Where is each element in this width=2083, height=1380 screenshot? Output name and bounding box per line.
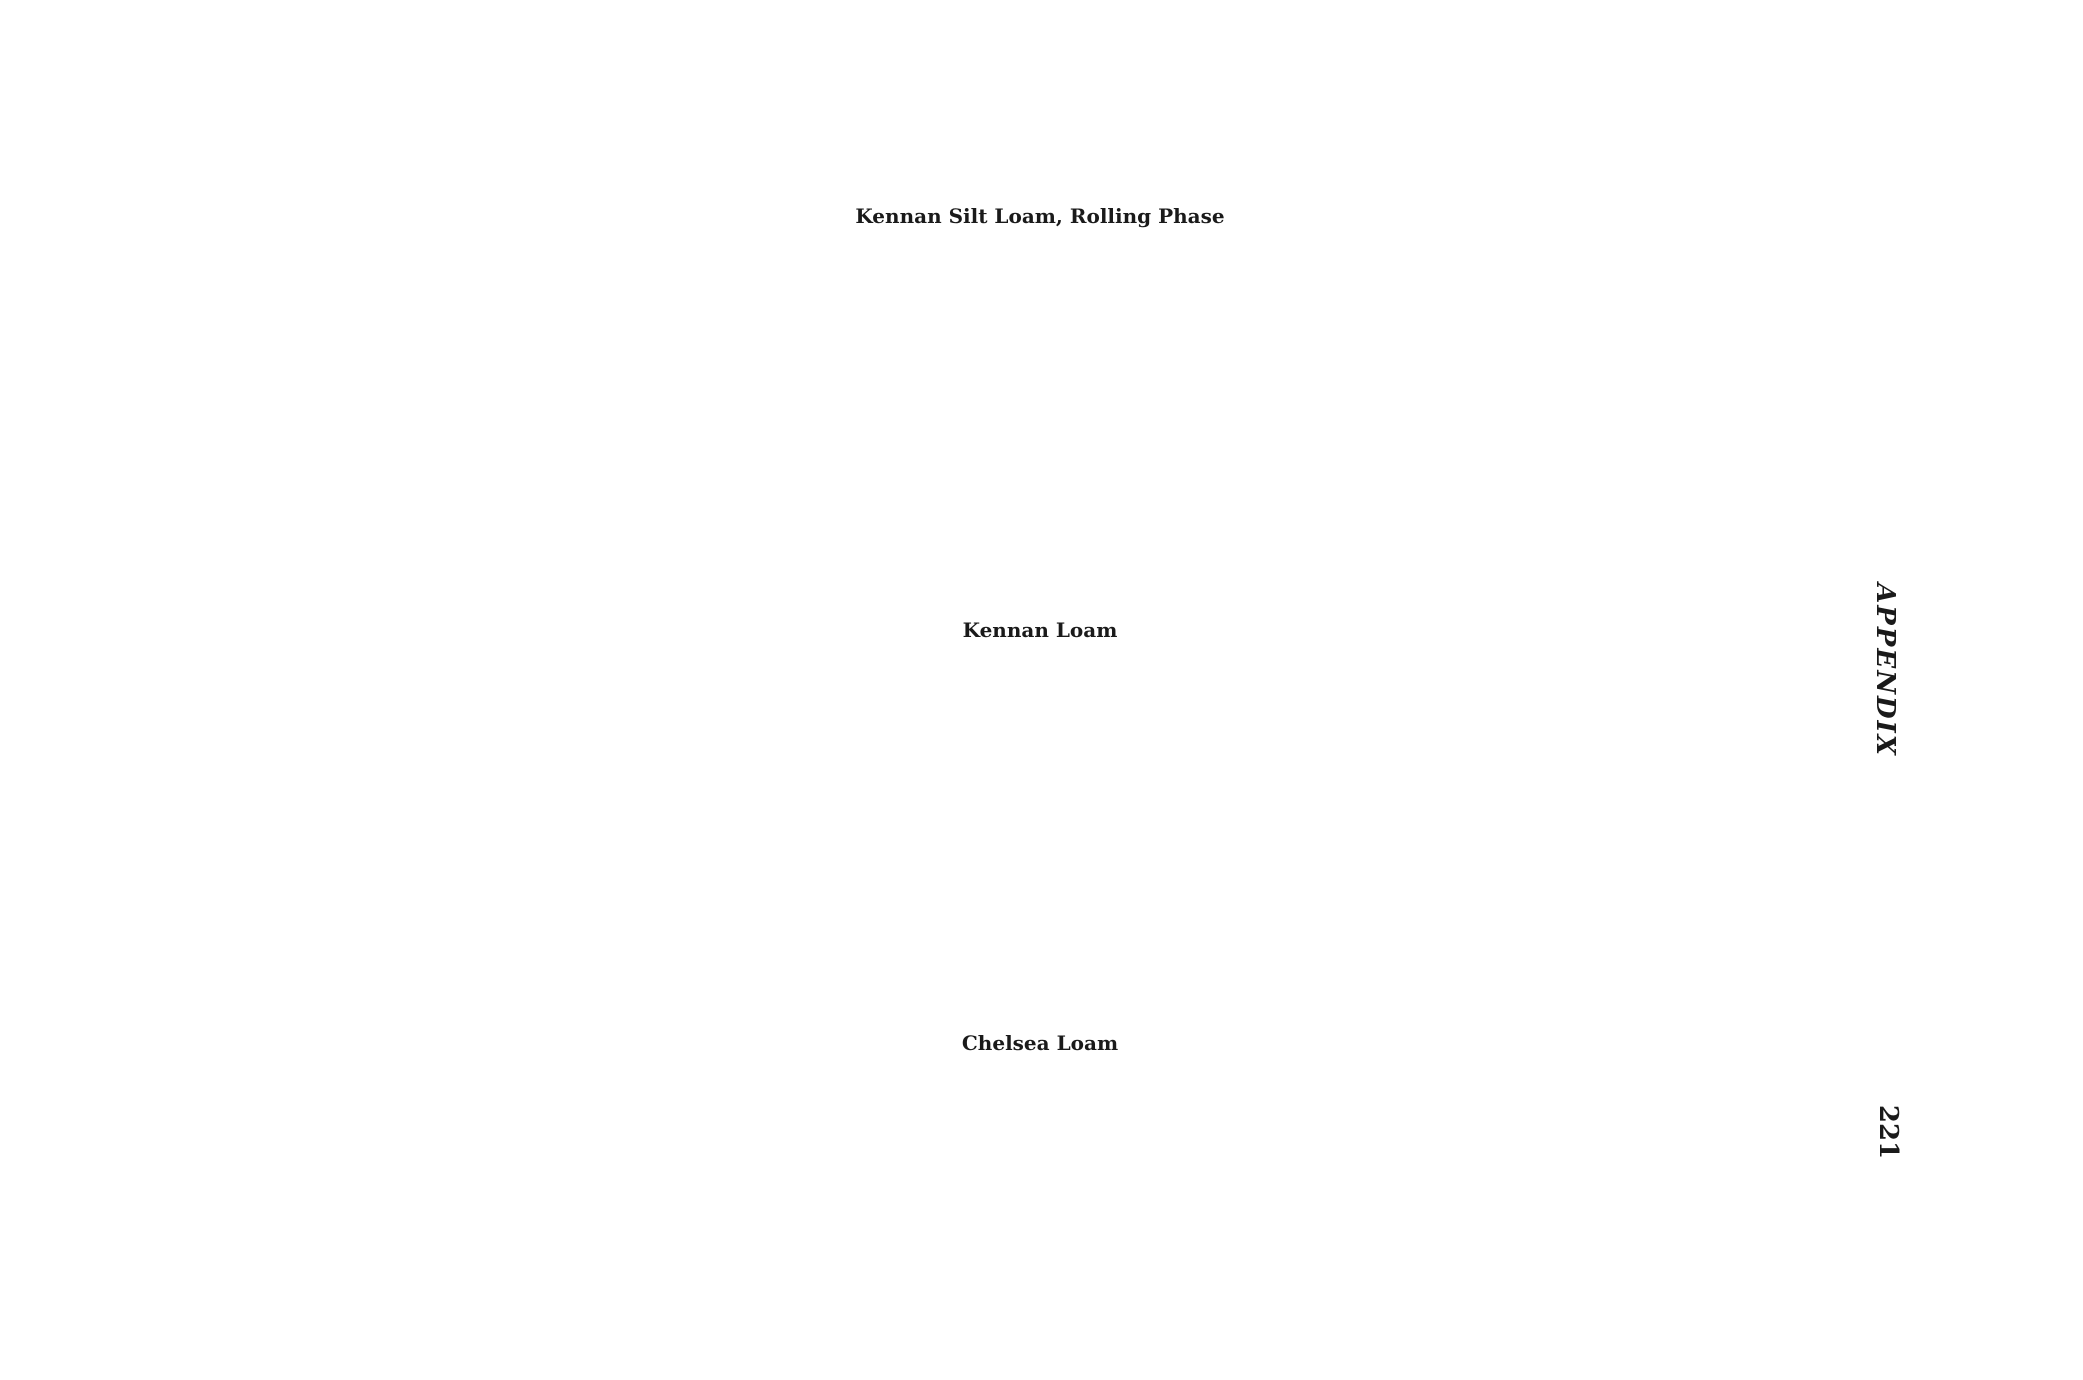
section-title-chelsea-loam: Chelsea Loam bbox=[961, 1031, 1119, 1055]
page-number: 221 bbox=[1873, 1104, 1903, 1160]
section-title-kennan-loam: Kennan Loam bbox=[962, 618, 1118, 642]
side-title: APPENDIX bbox=[1870, 583, 1900, 757]
section-title-kennan-silt-loam-rolling: Kennan Silt Loam, Rolling Phase bbox=[855, 204, 1225, 228]
